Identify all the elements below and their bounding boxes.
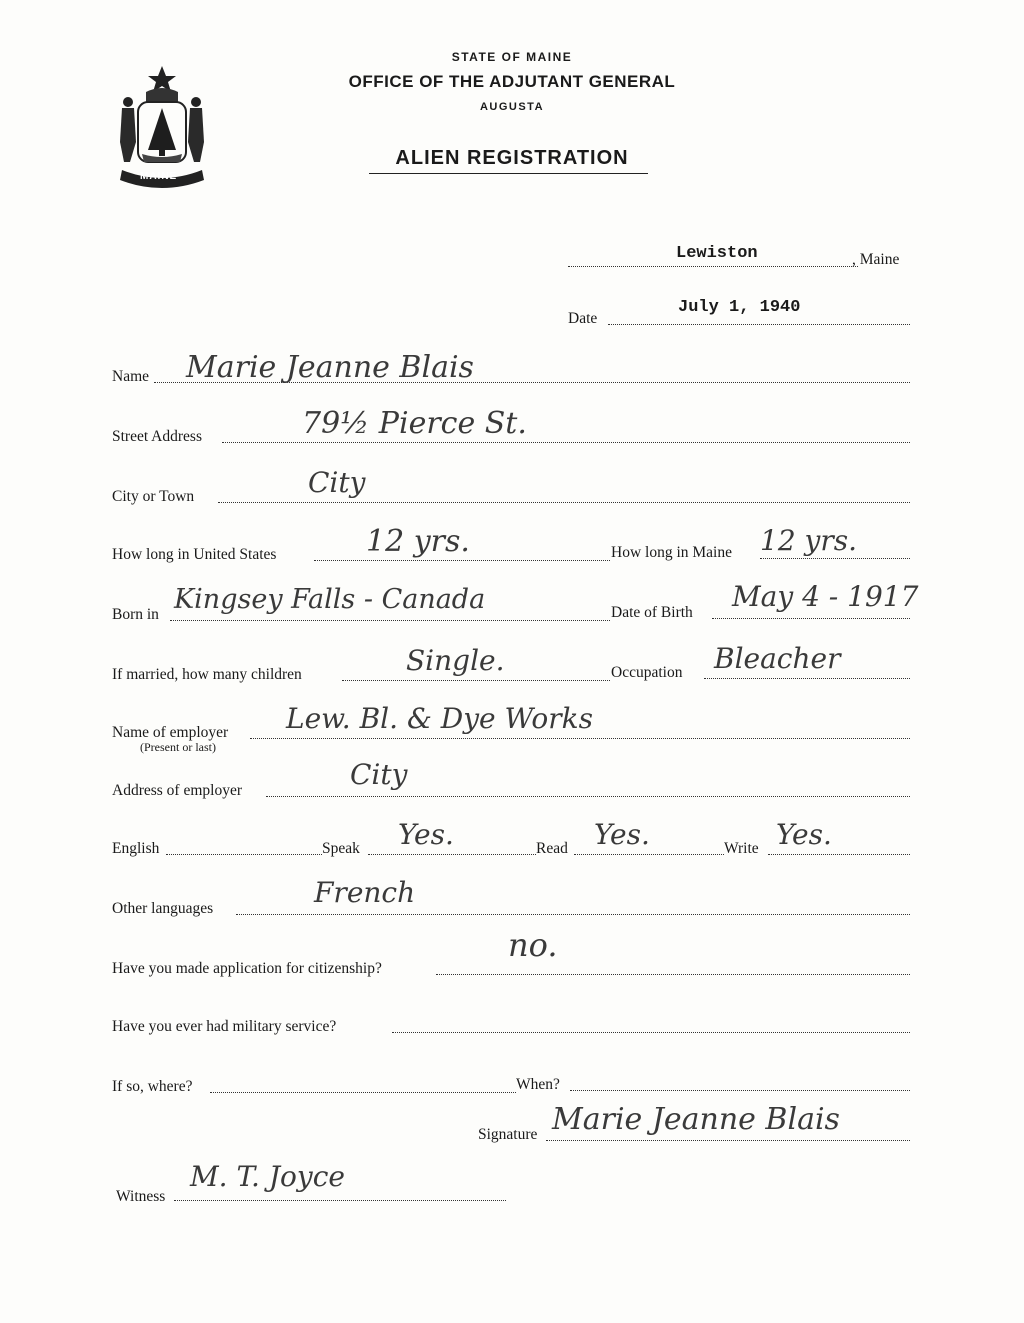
occupation-value[interactable]: Bleacher xyxy=(714,642,841,675)
children-label: If married, how many children xyxy=(112,666,302,683)
speak-value[interactable]: Yes. xyxy=(398,818,454,851)
children-value[interactable]: Single. xyxy=(406,644,505,677)
maine-time-label: How long in Maine xyxy=(611,544,732,561)
military-line xyxy=(392,1032,910,1033)
english-label: English xyxy=(112,840,160,857)
write-label: Write xyxy=(724,840,759,857)
when-label: When? xyxy=(516,1076,560,1093)
employer-address-value[interactable]: City xyxy=(350,758,408,791)
date-line xyxy=(608,324,910,325)
place-value[interactable]: Lewiston xyxy=(676,244,758,263)
street-line xyxy=(222,442,910,443)
header-city: AUGUSTA xyxy=(479,101,545,113)
dob-line xyxy=(712,618,910,619)
write-value[interactable]: Yes. xyxy=(776,818,832,851)
page-title: ALIEN REGISTRATION xyxy=(395,147,629,169)
where-line xyxy=(210,1092,516,1093)
speak-label: Speak xyxy=(322,840,360,857)
street-label: Street Address xyxy=(112,428,202,445)
read-line xyxy=(574,854,724,855)
date-value[interactable]: July 1, 1940 xyxy=(678,298,801,317)
born-value[interactable]: Kingsey Falls - Canada xyxy=(174,584,486,615)
employer-address-line xyxy=(266,796,910,797)
read-label: Read xyxy=(536,840,568,857)
name-value[interactable]: Marie Jeanne Blais xyxy=(186,350,474,385)
other-lang-line xyxy=(236,914,910,915)
children-line xyxy=(342,680,610,681)
employer-value[interactable]: Lew. Bl. & Dye Works xyxy=(286,702,593,735)
where-label: If so, where? xyxy=(112,1078,193,1095)
citizenship-label: Have you made application for citizenship? xyxy=(112,960,382,977)
born-label: Born in xyxy=(112,606,159,623)
us-time-value[interactable]: 12 yrs. xyxy=(366,524,470,559)
city-value[interactable]: City xyxy=(308,466,366,499)
signature-label: Signature xyxy=(478,1126,538,1143)
name-label: Name xyxy=(112,368,150,385)
city-line xyxy=(218,502,910,503)
seal-banner-text: MAINE xyxy=(140,171,178,182)
dob-label: Date of Birth xyxy=(611,604,693,621)
maine-time-value[interactable]: 12 yrs. xyxy=(760,524,858,557)
city-label: City or Town xyxy=(112,488,195,505)
us-time-label: How long in United States xyxy=(112,546,277,563)
employer-label: Name of employer xyxy=(112,724,229,741)
occupation-label: Occupation xyxy=(611,664,683,681)
occupation-line xyxy=(704,678,910,679)
born-line xyxy=(170,620,610,621)
place-line xyxy=(568,266,858,267)
other-lang-label: Other languages xyxy=(112,900,214,917)
other-lang-value[interactable]: French xyxy=(314,876,416,909)
english-line xyxy=(166,854,322,855)
citizenship-line xyxy=(436,974,910,975)
read-value[interactable]: Yes. xyxy=(594,818,650,851)
place-suffix: , Maine xyxy=(852,251,900,268)
write-line xyxy=(768,854,910,855)
witness-value[interactable]: M. T. Joyce xyxy=(190,1160,345,1193)
speak-line xyxy=(368,854,536,855)
us-time-line xyxy=(314,560,610,561)
when-line xyxy=(570,1090,910,1091)
signature-line xyxy=(546,1140,910,1141)
witness-label: Witness xyxy=(116,1188,166,1205)
date-label: Date xyxy=(568,310,598,327)
dob-value[interactable]: May 4 - 1917 xyxy=(732,580,919,613)
title-underline xyxy=(369,173,648,174)
maine-time-line xyxy=(760,558,910,559)
header-state: STATE OF MAINE xyxy=(451,50,573,64)
header-office: OFFICE OF THE ADJUTANT GENERAL xyxy=(348,72,676,91)
employer-address-label: Address of employer xyxy=(112,782,242,799)
signature-value[interactable]: Marie Jeanne Blais xyxy=(552,1102,840,1137)
military-label: Have you ever had military service? xyxy=(112,1018,337,1035)
employer-sublabel: (Present or last) xyxy=(140,740,216,754)
citizenship-value[interactable]: no. xyxy=(508,926,558,964)
street-value[interactable]: 79½ Pierce St. xyxy=(302,406,527,441)
employer-line xyxy=(250,738,910,739)
witness-line xyxy=(174,1200,506,1201)
